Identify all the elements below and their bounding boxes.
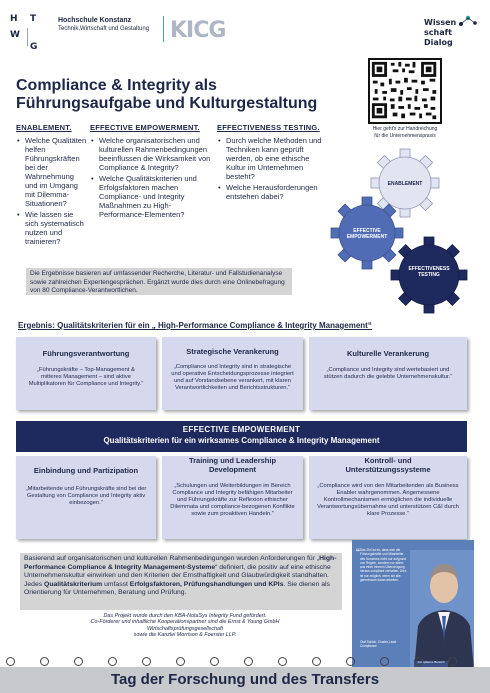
column-effectiveness-testing <box>217 123 329 203</box>
gear-label-empowerment-line-1: EFFECTIVE <box>353 228 381 234</box>
funding-line-1: Das Projekt wurde durch den KBA-NotaSys Integrity Fund gefördert. <box>103 613 267 619</box>
criterion-heading: Training und Leadership Development <box>188 456 277 474</box>
testimonial-name: Olaf Schick, Cluster-Lead Compliance <box>360 640 397 649</box>
poster-title <box>16 77 356 113</box>
column-item: • Durch welche Methoden und Techniken kann geprüft werden, ob eine ethische Kultur im Unternehmen besteht? <box>217 136 329 181</box>
footer-title: Tag der Forschung und des Transfers <box>110 671 380 688</box>
criterion-text: „Schulungen und Weiterbildungen im Bereich Compliance und Integrity befähigen Mitarbeiter und Führungskräfte zur Reflexion ethischer Dilemmata und compliance-bezogenen Konflikte sowie zum proaktiven Handeln.“ <box>170 483 295 517</box>
criterion-heading: Kontroll- und Unterstützungssysteme <box>345 456 431 474</box>
column-heading: EFFECTIVENESS TESTING. <box>217 123 320 132</box>
funding-line-3: sowie die Kanzlei Morrison & Foerster LLP. <box>133 632 237 639</box>
gear-label-testing-line-2: TESTING <box>418 272 440 278</box>
poster-title-line-2: Führungsaufgabe und Kulturgestaltung <box>16 95 318 112</box>
sdg-icon <box>40 657 49 666</box>
sdg-icon <box>108 657 117 666</box>
gear-label-enablement: ENABLEMENT <box>387 181 423 187</box>
criterion-text: „Compliance und Integrity sind wertebasiert und stützen dadurch die gelebte Unternehmenskultur.“ <box>323 367 453 380</box>
column-item: • Welche Qualitätskriterien und Erfolgsfaktoren machen Compliance- und Integrity Maßnahmen zu High-Performance-Elementen? <box>90 174 212 219</box>
ws-logo-line-2: schaft <box>424 28 452 37</box>
ws-logo-line-3: Dialog <box>424 38 453 47</box>
conclusion-bold-1: High-Performance Compliance & Integrity Management-Systeme <box>24 555 337 571</box>
criterion-text: „Mitarbeitende und Führungskräfte sind bei der Gestaltung von Compliance und Integrity aktiv einbezogen.“ <box>25 486 147 506</box>
testimonial-panel <box>352 540 474 670</box>
ws-logo-line-1: Wissen <box>424 18 457 27</box>
effective-empowerment-banner <box>16 421 467 452</box>
testimonial-quote: Das Ziel ist es, dass sich die Führungskräfte und Mitarbeiter des Konzerns nicht nur aufgrund von Regeln, sondern vor allem aus einer inneren Überzeugung heraus compliant verhalten. Dies ist nur möglich, wenn wir alle gemeinsam daran arbeiten. <box>360 548 407 583</box>
sdg-icon <box>176 657 185 666</box>
sdg-icon <box>346 657 355 666</box>
footer-icon-row <box>0 657 490 667</box>
sdg-icon <box>6 657 15 666</box>
funding-line-2: Co-Förderer und inhaltliche Kooperationspartner sind die Ernst & Young GmbH Wirtschaftsprüfungsgesellschaft <box>90 619 280 632</box>
criterion-heading: Kulturelle Verankerung <box>346 349 430 358</box>
qr-code-icon[interactable] <box>368 58 442 124</box>
htwg-logo <box>10 12 44 52</box>
criterion-card <box>16 337 156 410</box>
column-heading: EFFECTIVE EMPOWERMENT. <box>90 123 200 132</box>
conclusion-bold-3: Erfolgsfaktoren, Prüfungshandlungen und KPIs <box>129 580 284 588</box>
criterion-card <box>16 456 156 539</box>
sdg-icon <box>210 657 219 666</box>
sdg-icon <box>142 657 151 666</box>
university-subtitle: Technik,Wirtschaft und Gestaltung <box>58 26 150 32</box>
footer-bar <box>0 667 490 693</box>
column-item: • Welche organisatorischen und kulturellen Rahmenbedingungen beeinflussen die Wirksamkeit von Compliance & Integrity? <box>90 136 212 172</box>
quote-mark: “ <box>356 546 360 560</box>
conclusion-part-3: umfasst <box>102 580 130 588</box>
htwg-letter-g: G <box>30 42 38 52</box>
methodology-summary: Die Ergebnisse basieren auf umfassender Recherche, Literatur- und Fallstudienanalyse sowie zahlreichen Expertengesprächen. Ergänzt wurde dies durch eine Onlinebefragung von 80 Compliance-Verantwortlichen. <box>26 268 292 295</box>
criterion-card <box>162 337 303 410</box>
column-effective-empowerment <box>90 123 212 221</box>
person-photo <box>410 550 474 670</box>
header-divider <box>163 16 164 42</box>
conclusion-bold-2: Qualitätskriterium <box>44 580 103 588</box>
sdg-icon <box>312 657 321 666</box>
sdg-icon <box>244 657 253 666</box>
gear-label-empowerment <box>340 228 394 240</box>
banner-subtitle: Qualitätskriterien für ein wirksames Compliance & Integrity Management <box>103 436 380 445</box>
conclusion-part-1: Basierend auf organisatorischen und kulturellen Rahmenbedingungen wurden Anforderungen für „ <box>24 555 320 562</box>
poster-title-line-1: Compliance & Integrity als <box>16 77 217 94</box>
funding-note <box>80 613 290 639</box>
htwg-letter-t: T <box>30 14 37 24</box>
sdg-icon <box>448 657 457 666</box>
qr-caption <box>360 126 450 140</box>
criterion-heading: Führungsverantwortung <box>42 349 130 358</box>
results-heading: Ergebnis: Qualitätskriterien für ein „ High-Performance Compliance & Integrity Management“ <box>18 321 372 330</box>
column-enablement <box>16 123 88 248</box>
criterion-card <box>309 456 467 539</box>
criterion-text: „Compliance wird von den Mitarbeitenden als Business Enabler wahrgenommen. Angemessene Kontrollmechanismen ermöglichen die individuelle Verantwortungsübernahme und unterstützen C&I durch klare Prozesse.“ <box>317 483 459 517</box>
qr-caption-line-1: Hier geht's zur Handreichung <box>372 126 438 132</box>
htwg-letter-w: W <box>10 30 20 40</box>
gear-diagram <box>330 148 480 308</box>
conclusion-part-2: “ definiert, die positiv auf eine ethische Unternehmenskultur einwirken und den Kriterien der Ernsthaftigkeit und Glaubwürdigkeit standhalten. Jedes <box>24 563 331 588</box>
network-icon <box>457 14 479 28</box>
qr-caption-line-2: für die Unternehmenspraxis <box>374 133 436 139</box>
criterion-heading: Strategische Verankerung <box>186 347 279 356</box>
banner-title: EFFECTIVE EMPOWERMENT <box>182 425 301 434</box>
htwg-letter-h: H <box>10 14 18 24</box>
criterion-heading: Einbindung und Partizipation <box>33 466 139 475</box>
sdg-icon <box>278 657 287 666</box>
criterion-card <box>309 337 467 410</box>
criterion-card <box>162 456 303 539</box>
column-heading: ENABLEMENT. <box>16 123 72 132</box>
criterion-text: „Compliance und Integrity sind in strategische und operative Entscheidungsprozesse integriert und auf Vorstandsebene verankert, mit klaren Verantwortlichkeiten und Berichtsstrukturen.“ <box>171 364 294 391</box>
kicg-logo: KICG <box>170 18 226 43</box>
sdg-icon <box>414 657 423 666</box>
poster-header <box>0 0 490 64</box>
criterion-text: „Führungskräfte – Top-Management & mitteres Management – sind aktive Multiplikatoren für Compliance und Integrity.“ <box>28 367 144 387</box>
gear-label-testing-line-1: EFFECTIVENESS <box>408 266 450 272</box>
column-item: • Welche Qualitäten helfen Führungskräften bei der Wahrnehmung und im Umgang mit Dilemma-Situationen? <box>16 136 88 208</box>
gear-label-empowerment-line-2: EMPOWERMENT <box>346 234 388 240</box>
conclusion-text <box>20 553 342 610</box>
conclusion-part-4: . Sie dienen als Orientierung für Unternehmen, Beratung und Prüfung. <box>24 580 330 596</box>
gear-label-testing <box>400 266 458 278</box>
column-item: • Wie lassen sie sich systematisch nutzen und trainieren? <box>16 210 88 246</box>
sdg-icon <box>74 657 83 666</box>
university-name: Hochschule Konstanz <box>58 17 132 24</box>
wissenschaft-dialog-logo <box>424 14 484 56</box>
htwg-divider <box>27 28 28 46</box>
testimonial-badge: Compliance Bereich <box>414 661 448 668</box>
column-item: • Welche Herausforderungen entstehen dabei? <box>217 183 329 201</box>
sdg-icon <box>380 657 389 666</box>
